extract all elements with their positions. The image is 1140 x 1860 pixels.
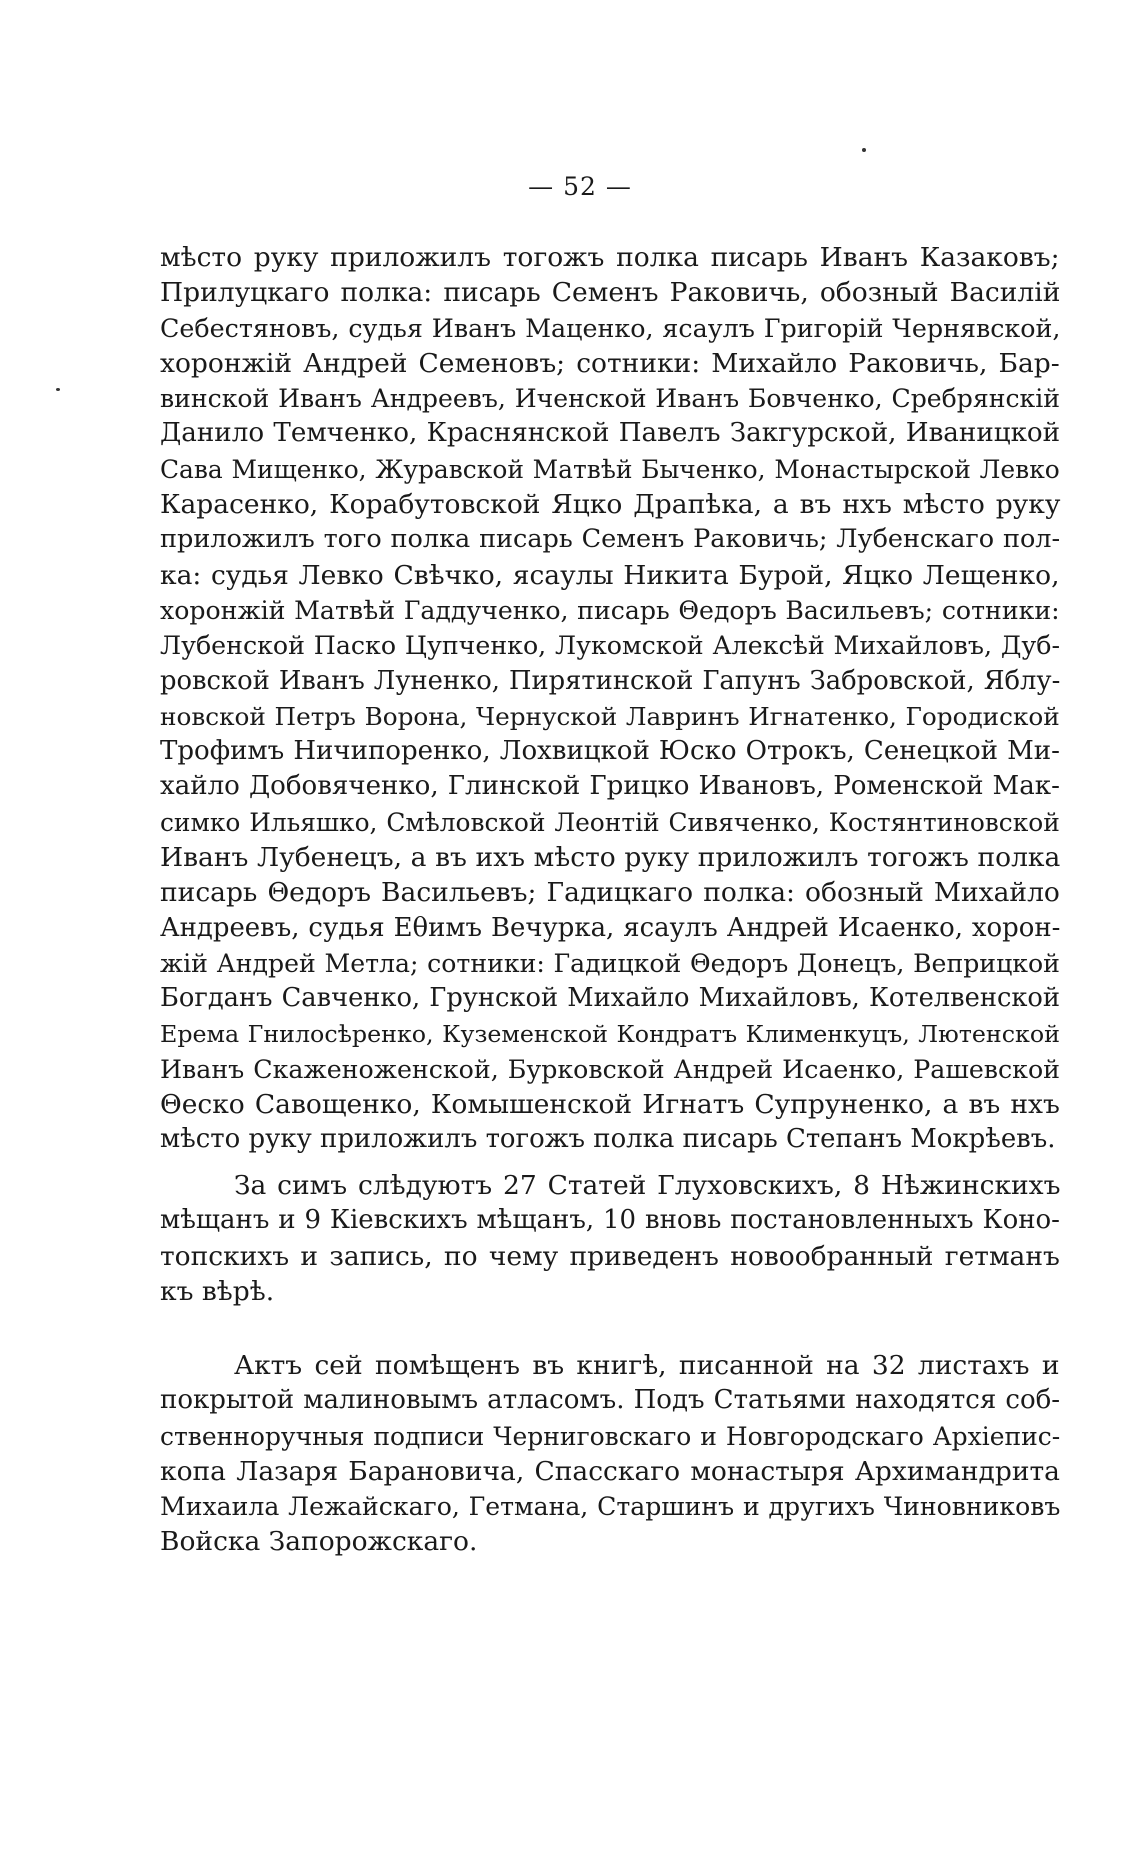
text-line: новской Петръ Ворона, Чернуской Лавринъ Игнатенко, Городиской (160, 701, 1060, 731)
text-line: Богданъ Савченко, Грунской Михайло Михайловъ, Котелвенской (160, 983, 1061, 1014)
text-line: За симъ слѣдуютъ 27 Статей Глуховскихъ, 8 Нѣжинскихъ (234, 1170, 1061, 1201)
text-line: Ерема Гнилосѣренко, Куземенской Кондратъ Клименкуцъ, Лютенской (160, 1019, 1060, 1048)
speck (56, 388, 60, 391)
text-line: Данило Темченко, Краснянской Павелъ Закгурской, Иваницкой (160, 418, 1061, 449)
speck (862, 148, 866, 152)
text-line: Иванъ Скаженоженской, Бурковской Андрей Исаенко, Рашевской (160, 1054, 1060, 1084)
text-line: симко Ильяшко, Смѣловской Леонтій Сивяченко, Костянтиновской (160, 807, 1060, 837)
text-line: жій Андрей Метла; сотники: Гадицкой Θедоръ Донецъ, Веприцкой (160, 948, 1060, 978)
text-line: ка: судья Левко Свѣчко, ясаулы Никита Бурой, Яцко Лещенко, (160, 559, 1060, 591)
text-line: мѣсто руку приложилъ тогожъ полка писарь Иванъ Казаковъ; (160, 242, 1060, 273)
text-line: покрытой малиновымъ атласомъ. Подъ Статьями находятся соб- (160, 1385, 1061, 1416)
paragraph-3 (160, 1348, 1060, 1560)
text-line: хоронжій Матвѣй Гаддученко, писарь Θедоръ Васильевъ; сотники: (160, 595, 1060, 625)
text-line: Себестяновъ, судья Иванъ Маценко, ясаулъ Григорій Чернявской, (160, 312, 1061, 343)
text-line: Лубенской Паско Цупченко, Лукомской Алексѣй Михайловъ, Дуб- (160, 631, 1061, 661)
text-line: хоронжій Андрей Семеновъ; сотники: Михайло Раковичь, Бар- (160, 347, 1060, 379)
text-line: писарь Θедоръ Васильевъ; Гадицкаго полка: обозный Михайло (160, 877, 1060, 909)
text-line: Войска Запорожскаго. (160, 1526, 478, 1558)
text-line: Михаила Лежайскаго, Гетмана, Старшинъ и другихъ Чиновниковъ (160, 1492, 1061, 1522)
text-line: мѣсто руку приложилъ тогожъ полка писарь Степанъ Мокрѣевъ. (160, 1124, 1056, 1155)
text-line: Сава Мищенко, Журавской Матвѣй Быченко, Монастырской Левко (160, 454, 1060, 484)
text-line: ственноручныя подписи Черниговскаго и Новгородскаго Архіепис- (160, 1421, 1061, 1451)
text-line: Карасенко, Корабутовской Яцко Драпѣка, а въ нхъ мѣсто руку (160, 489, 1061, 521)
text-line: Прилуцкаго полка: писарь Семенъ Раковичь, обозный Василій (160, 277, 1061, 309)
text-line: Трофимъ Ничипоренко, Лохвицкой Юско Отрокъ, Сенецкой Ми- (160, 736, 1060, 767)
text-line: хайло Добовяченко, Глинской Грицко Ивановъ, Роменской Мак- (160, 771, 1060, 802)
text-line: Актъ сей помѣщенъ въ книгѣ, писанной на 32 листахъ и (234, 1350, 1060, 1381)
paragraph-1 (160, 240, 1060, 1158)
text-line: ровской Иванъ Луненко, Пирятинской Гапунъ Забровской, Яблу- (160, 665, 1061, 696)
text-line: копа Лазаря Барановича, Спасскаго монастыря Архимандрита (160, 1455, 1060, 1487)
paragraph-2 (160, 1168, 1060, 1309)
text-line: къ вѣрѣ. (160, 1275, 275, 1307)
page-number: — 52 — (528, 172, 632, 201)
text-line: Θеско Савощенко, Комышенской Игнатъ Супруненко, а въ нхъ (160, 1089, 1060, 1121)
text-line: Андреевъ, судья Еθимъ Вечурка, ясаулъ Андрей Исаенко, хорон- (160, 912, 1061, 943)
text-line: топскихъ и запись, по чему приведенъ новообранный гетманъ (160, 1240, 1060, 1272)
text-line: винской Иванъ Андреевъ, Иченской Иванъ Бовченко, Сребрянскій (160, 384, 1061, 414)
text-line: приложилъ того полка писарь Семенъ Раковичь; Лубенскаго пол- (160, 524, 1061, 555)
text-line: Иванъ Лубенецъ, а въ ихъ мѣсто руку приложилъ тогожъ полка (160, 842, 1061, 874)
text-line: мѣщанъ и 9 Кіевскихъ мѣщанъ, 10 вновь постановленныхъ Коно- (160, 1205, 1060, 1236)
